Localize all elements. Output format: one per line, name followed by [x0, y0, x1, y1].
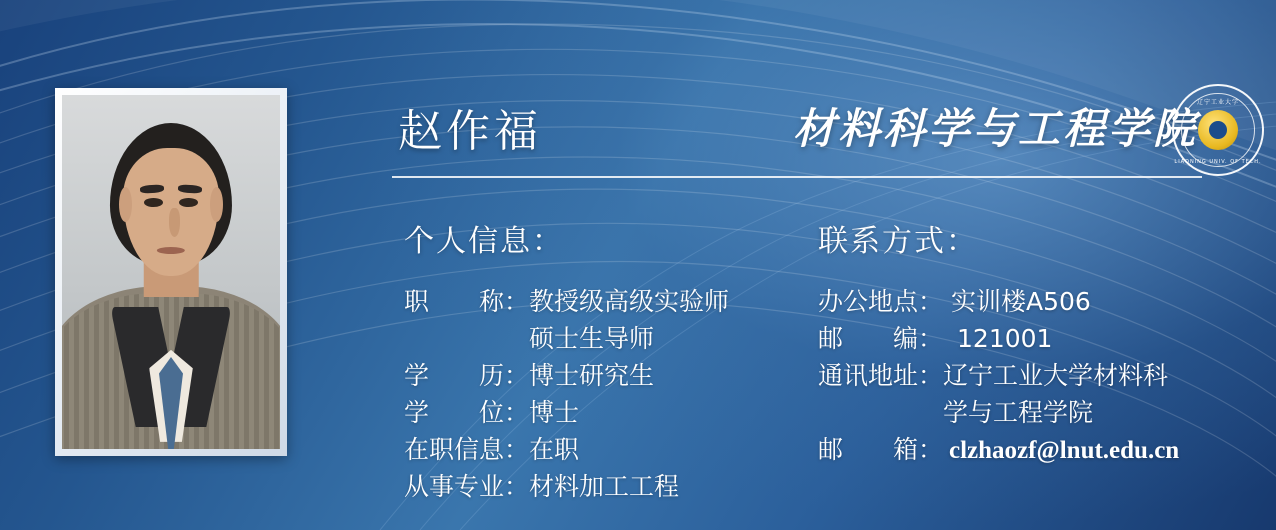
contact-label: 办公地点： [818, 287, 944, 316]
header-divider [392, 176, 1202, 178]
contact-row-zipcode [818, 320, 1248, 357]
info-value: 博士研究生 [529, 361, 655, 390]
info-value: 教授级高级实验师 [529, 287, 730, 316]
contact-label: 邮 箱： [818, 435, 944, 464]
contact-value: 辽宁工业大学材料科 [943, 361, 1169, 390]
contact-row-office [818, 283, 1248, 320]
contact-label: 邮 编： [818, 324, 944, 353]
logo-top-text: 辽宁工业大学 [1196, 99, 1239, 106]
personal-info-list [404, 283, 804, 505]
info-row-title [404, 283, 804, 320]
contact-value: 121001 [957, 324, 1053, 353]
contact-info-list [818, 283, 1248, 469]
info-row-title-cont [404, 320, 804, 357]
contact-row-email [818, 431, 1248, 469]
logo-bottom-text: LIAONING UNIV. OF TECH. [1174, 159, 1262, 165]
contact-value-email[interactable]: clzhaozf@lnut.edu.cn [949, 437, 1180, 464]
info-label: 从事专业： [404, 472, 530, 501]
info-value-continued: 硕士生导师 [529, 324, 655, 353]
personal-info-title: 个人信息： [404, 224, 564, 259]
contact-value-continued: 学与工程学院 [943, 398, 1094, 427]
info-row-education [404, 357, 804, 394]
info-label: 学 历： [404, 361, 530, 390]
person-name: 赵作福 [398, 106, 542, 157]
info-value: 博士 [529, 398, 580, 427]
portrait-frame [55, 88, 287, 456]
contact-row-address [818, 357, 1248, 394]
info-label: 学 位： [404, 398, 530, 427]
university-logo-icon [1172, 84, 1264, 176]
info-row-major [404, 468, 804, 505]
info-label: 职 称： [404, 287, 530, 316]
portrait-photo [62, 95, 280, 449]
info-value: 材料加工工程 [529, 472, 680, 501]
info-label: 在职信息： [404, 435, 530, 464]
contact-info-title: 联系方式： [818, 224, 978, 259]
contact-row-address-cont [818, 394, 1248, 431]
info-row-degree [404, 394, 804, 431]
contact-value: 实训楼A506 [951, 287, 1091, 316]
info-value: 在职 [529, 435, 580, 464]
college-name: 材料科学与工程学院 [792, 104, 1198, 153]
contact-label: 通讯地址： [818, 361, 944, 390]
info-row-employment [404, 431, 804, 468]
